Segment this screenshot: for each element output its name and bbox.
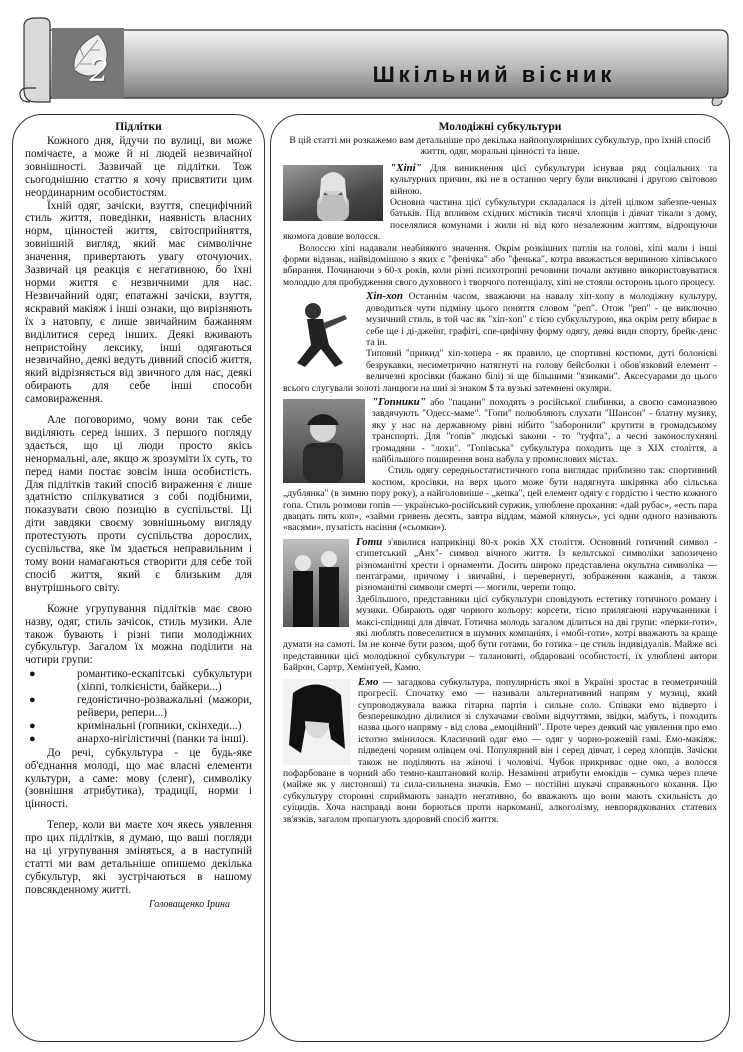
goths-photo <box>283 539 349 627</box>
bullet-icon: ● <box>29 732 36 745</box>
people-photo-icon <box>283 539 349 627</box>
dancer-photo-icon <box>283 293 359 377</box>
gopniki-photo <box>283 399 365 483</box>
article-paragraph: Кожне угрупування підлітків має свою назву, одяг, стиль зачісок, стиль музики. Але також бувають і різні типи молодіжних субкультур. Загалом їх можна поділити на чотири групи: <box>25 602 252 667</box>
header-banner <box>14 10 730 106</box>
person-photo-icon <box>283 399 365 483</box>
hiphop-photo <box>283 293 359 377</box>
term-gopniki: "Гопники" <box>372 396 426 408</box>
term-hippie: "Хіпі" <box>390 162 422 174</box>
article-paragraph: Основна частина цієї субкультури складалася із дітей цілком забезпе-ченых батьків. Під впливом східних містиків тисячі хлопців і дівчат тікали з дому, поселялися комунами і жили ні від кого незалежним життям, відрощуючи якомога довше волосся. <box>283 197 717 243</box>
hippie-photo <box>283 165 383 221</box>
article-paragraph: Типовий "прикид" хіп-хопера - як правило, це спортивні костюми, дуті болонієві безрукавки, несиметрично натягнуті на голову бейсболки і обов'язковий елемент - величезні кросівки (бажано білі) зі ще більшими "язиками". Аксесуарами до цього всього слугували золоті ланцюги на шиї зі знаком $ та вузькі затемнені окуляри. <box>283 348 717 394</box>
article-paragraph: Кожного дня, йдучи по вулиці, ви може помічаєте, а може й ні людей незвичайної зовнішності. Зазвичай це підлітки. Тож сьогоднішню статтю я хочу присвятити цим неординарним особистостям. <box>25 135 252 199</box>
newspaper-title: Шкільний вісник <box>372 62 616 87</box>
section-emo: Емо — загадкова субкультура, популярність якої в Україні зростає в геометричній прогресії. Спочатку емо — називали альтернативний напрям у музиці, який супроводжувала важка гітарна партія і сильне соло. Співаки емо відверто і безперешкодно ділилися зі слухачами своїми відчуттями, звідки, мабуть, і походить назва цього напряму - від слова „емоційний". Проте через деякий час уявлення про емо істотно змінилося. Класичний одяг емо — одяг у чорно-рожевій гамі. Емо-макіяж: підведені чорним олівцем очі. Популярний він і серед дівчат, і серед хлопців. Зачіски також не поділяють на жіночі і чоловічі. Чубок прикриває одне око, а волосся пофарбоване в чорний або темно-каштановий колір. Незамінні атрибути емокідів – сумка через плече (майже як у листоноші) та сила-сильнена значків. Емо – постійні шукачі справжнього кохання. Цю субкультуру сторонні сприймають занадто негативно, бо вважають що вони мають схильність до суїцидів. Хоча насправді вони борються проти наркоманії, алкоголізму, невпорядкованих статевих зв'язків, загалом пропагують здоровий спосіб життя. <box>283 676 717 825</box>
subculture-groups-list <box>25 668 252 745</box>
article-paragraph: Тепер, коли ви маєте хоч якесь уявлення про цих підлітків, я думаю, що ваші погляди на ці угрупування зміняться, а в наступній статті ми вам детальніше опишемо декілька субкультур, які зустрічаються в нашому повсякденному житті. <box>25 819 252 896</box>
section-hiphop: Хіп-хоп Останнім часом, зважаючи на навалу хіп-хопу в молодіжну культуру, доводиться чути підміну цього поняття словом "реп". Отож "реп" - це виключно музичний стиль, в той час як "хіп-хоп" є тією субкультурою, яка окрім репу вбирає в себе ще і ді-джеїнг, графіті, спе-цифічну форму одягу, деякі види спорту, брейк-денс та ін. Типовий "прикид" хіп-хопера - як правило, це спортивні костюми, дуті болонієві безрукавки, несиметрично натягнуті на голову бейсболки і обов'язковий елемент - величезні кросівки (бажано білі) зі ще більшими "язиками". Аксесуарами до цього всього слугували золоті ланцюги на шиї зі знаком $ та вузькі затемнені окуляри. <box>283 291 717 394</box>
term-goths: Готи <box>356 536 383 548</box>
list-item: ● кримінальні (гопники, скінхеди...) <box>29 719 242 732</box>
article-title: Підлітки <box>115 121 162 133</box>
emo-photo <box>283 679 351 765</box>
article-paragraph: Стиль одягу середньостатистичного гопа виглядає приблизно так: спортивний костюм, кросівки, на верх цього може бути надягнута шкірянка або сільська „дублянка" (в зимню пору року), а найголовніше - „кепка", цей елемент одягу є гордістю і честю кожного гопа. Стиль розмови гопів — українсько-російський суржик, улюблене прохання: «дай рубас», «есть пара двацать пять коп», «займи гривень десять, завтра віддам, мамой клянусь», усі одни одного називають «васями», пузатість насіння («сьомки»). <box>283 465 717 534</box>
article-paragraph: Волоссю хіпі надавали неабиякого значення. Окрім розкішних патлів на голові, хіпі мали і інші форми відзнак, найвідомішою з яких є "фенічка" або "фенька", котра вважається вершиною хіпівського вбирання. Починаючи з 60-х років, коли різні психотропні речовини почали активно використовуватися молоддю для пробудження свого духовного і творчого потенціалу, хіпі не стояли осторонь цього процесу. <box>283 242 717 288</box>
article-teenagers <box>12 114 265 1042</box>
term-emo: Емо <box>358 676 379 688</box>
list-item: ● романтико-ескапітські субкультури (хіппі, толкієністи, байкери...) <box>29 668 252 694</box>
article-title: Молодіжні субкультури <box>438 121 562 133</box>
article-youth-subcultures <box>270 114 730 1042</box>
bullet-icon: ● <box>29 719 36 732</box>
article-paragraph: Але поговоримо, чому вони так себе виділяють серед інших. З першого погляду здається, що ці люди просто якісь ненормальні, але, якщо ж зрозуміти їх суть, то перед нами постає зовсім інша особистість. Для підлітків такий спосіб вираження є лише здатністю спілкуватися з собі подібними, показувати свою позицію в суспільстві. Ці діти завдяки своєму зовнішньому вигляду протестують проти суспільства дорослих, суспільства, яке їм здається неправильним і тому вони намагаються створити для себе той спосіб життя, який є близьким для внутрішнього світу. <box>25 414 252 594</box>
article-paragraph: Здебільшого, представники цієї субкультури сповідують естетику готичного роману і музики. Обирають одяг чорного кольору: корсети, тісно прилягаючі наручканники і максі-спідниці для дівчат. Готична молодь загалом ділиться на дві групи: «перки-готи», які люблять повеселитися в шумних компаніях, і «мобі-готи», котрі вважають за краще думати на самоті. Ім не конче бути разом, щоб бути готами, бо готика - це стиль індивідуалів. Майже всі представники цієї молодіжної субкультури – талановиті, обдаровані особистості, їх улюблені автори Байрон, Сартр, Хемінгуей, Камю. <box>283 593 717 674</box>
article-paragraph: До речі, субкультура - це будь-яке об'єднання молоді, що має власні елементи культури, а саме: мову (сленг), символіку (зовнішня атрибутика), традиції, норми і цінності. <box>25 746 252 811</box>
article-intro: В цій статті ми розкажемо вам детальніше про декілька найпопулярніших субкультур, про їхній спосіб життя, одяг, моральні цінності та інше. <box>289 135 711 158</box>
term-hiphop: Хіп-хоп <box>366 291 404 303</box>
section-goths: Готи з'явилися наприкінці 80-х років XX століття. Основний готичний символ - єгипетський „Анх"- символ вічного життя. Із кельтської символіки запозичено різноманітні хрести і орнаменти. Досить широко представлена окультна символіка — пентаграми, причому і звичайні, і перевернуті, зображення кажанів, а також різноманітні символи смерті — могили, черепи тощо. Здебільшого, представники цієї субкультури сповідують естетику готичного роману і музики. Обирають одяг чорного кольору: корсети, тісно прилягаючі наручканники і максі-спідниці для дівчат. Готична молодь загалом ділиться на дві групи: «перки-готи», які люблять повеселитися в шумних компаніях, і «мобі-готи», котрі вважають за краще думати на самоті. Ім не конче бути разом, щоб бути готами, бо готика - це стиль індивідуалів. Майже всі представники цієї молодіжної субкультури – талановиті, обдаровані особистості, їх улюблені автори Байрон, Сартр, Хемінгуей, Камю. <box>283 536 717 674</box>
person-photo-icon <box>283 679 351 765</box>
list-item: ● анархо-нігілістичні (панки та інші). <box>29 732 249 745</box>
section-hippie: "Хіпі" Для виникнення цієї субкультури існував ряд соціальних та культурних причин, які не в останню чергу були викликані і другою світовою війною. Основна частина цієї субкультури складалася із дітей цілком забезпе-ченых батьків. Під впливом східних містиків тисячі хлопців і дівчат тікали з дому, поселялися комунами і жили ні від кого незалежним життям, відрощуючи якомога довше волосся. Волоссю хіпі надавали неабиякого значення. Окрім розкішних патлів на голові, хіпі мали і інші форми відзнак, найвідомішою з яких є "фенічка" або "фенька", котра вважається вершиною хіпівського вбирання. Починаючи з 60-х років, коли різні психотропні речовини почали активно використовуватися молоддю для пробудження свого духовного і творчого потенціалу, хіпі не стояли осторонь цього процесу. <box>283 162 717 288</box>
author-signature: Головащенко Ірина <box>149 898 230 910</box>
person-photo-icon <box>283 165 383 221</box>
list-item: ● гедоністично-розважальні (мажори, рейвери, репери...) <box>29 694 252 719</box>
section-gopniki: "Гопники" або "пацани" походять з російської глибинки, а своєю самоназвою завдячують "Одесс-маме". "Гопи" полюбляють слухати "Шансон" - блатну музику, яку у нас на державному рівні нібито "заборонили" крутити в громадському транспорті. Для "гопів" людські закони - то "туфта", а чесні законослухняні громадяни - "лохи". "Гопівська" субкультура походить ще з XIX століття, а найбільшого поширення вона набула у промислових містах. Стиль одягу середньостатистичного гопа виглядає приблизно так: спортивний костюм, кросівки, на верх цього може бути надягнута шкірянка або сільська „дублянка" (в зимню пору року), а найголовніше - „кепка", цей елемент одягу є гордістю і честю кожного гопа. Стиль розмови гопів — українсько-російський суржик, улюблене прохання: «дай рубас», «есть пара двацать пять коп», «займи гривень десять, завтра віддам, мамой клянусь», усі одни одного називають «васями», пузатість насіння («сьомки»). <box>283 396 717 534</box>
bullet-icon: ● <box>29 694 36 707</box>
page-number: 2 <box>89 54 109 89</box>
bullet-icon: ● <box>29 668 36 681</box>
article-paragraph: Їхній одяг, зачіски, взуття, специфічний стиль життя, поведінки, наявність власних норм, цінностей життя, світосприйняття, зовнішній вигляд, який має символічне значення, привертають увагу оточуючих. Зазвичай ця реакція є негативною, бо їхні норми життя є незвичними для нас. Незвичайний одяг, епатажні зачіски, взуття, яскравий макіяж і інші ознаки, що вирізняють їх з натовпу, є лише звичайним бажанням виділитися серед інших. Деякі вживають непристойну лексику, інші одягаються незвичайно, деякі ведуть дивний спосіб життя, який відрізняється від звичного для нас, деякі обирають для себе інші способи самовираження. <box>25 199 252 406</box>
